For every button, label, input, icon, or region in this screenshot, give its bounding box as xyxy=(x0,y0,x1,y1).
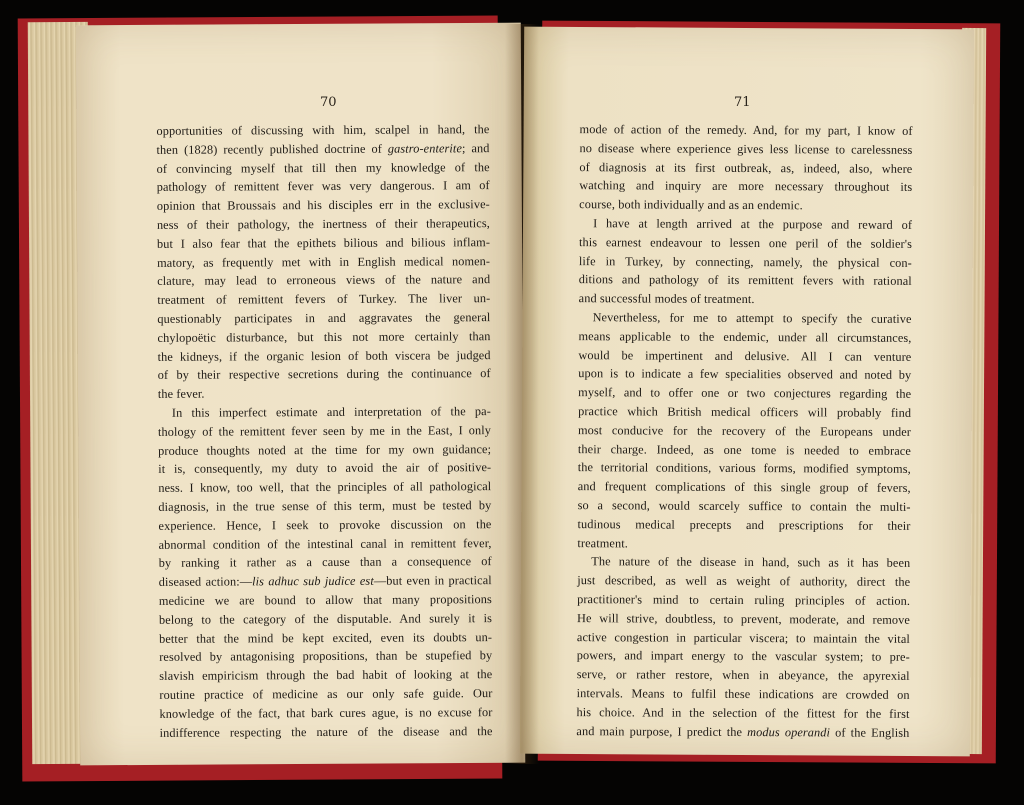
text-line: produce thoughts noted at the time for my own guidance; xyxy=(158,441,492,458)
text-line: myself, and to offer one or two conjectures regarding the xyxy=(578,385,912,402)
text-line: their charge. Indeed, as one tome is needed to embrace xyxy=(577,441,911,458)
text-line: chylopoëtic disturbance, but this not more certainly than xyxy=(157,328,491,345)
text-line: opinion that Broussais and his disciples err in the exclusive- xyxy=(156,197,490,214)
text-line: by ranking it rather as a cause than a consequence of xyxy=(158,554,492,571)
left-page-text xyxy=(156,120,492,742)
text-line: treatment. xyxy=(577,535,628,550)
left-page-number: 70 xyxy=(320,95,337,110)
text-line: abnormal condition of the intestinal canal in remittent fever, xyxy=(158,535,492,552)
text-line: Nevertheless, for me to attempt to specify the curative xyxy=(592,310,912,326)
text-line: it is, consequently, my duty to avoid the air of positive- xyxy=(158,460,492,477)
text-line: ditions and pathology of its remittent fevers with rational xyxy=(578,272,912,289)
text-line: belong to the category of the disputable. And surely it is xyxy=(158,610,493,627)
text-line: practice which British medical officers will probably find xyxy=(578,404,912,420)
text-line: diseased action:—lis adhuc sub judice est—but even in practical xyxy=(158,573,492,589)
text-line: knowledge of the fact, that bark cures ague, is no excuse for xyxy=(159,704,493,721)
text-line: practitioner's mind to certain ruling principles of action. xyxy=(577,592,911,608)
text-line: but I also fear that the epithets bilious and bilious inflam- xyxy=(156,234,491,251)
text-line: just described, as well as weight of authority, direct the xyxy=(577,573,911,589)
text-line: watching and inquiry are more necessary throughout its xyxy=(579,178,913,195)
right-page-number: 71 xyxy=(734,95,751,110)
text-line: most conducive for the recovery of the Europeans under xyxy=(577,422,912,439)
text-line: active congestion in particular viscera; to maintain the vital xyxy=(576,629,910,646)
text-line: so a second, would scarcely suffice to contain the multi- xyxy=(577,498,911,514)
text-line: In this imperfect estimate and interpretation of the pa- xyxy=(171,404,491,420)
text-line: diagnosis, in the true sense of this term, must be tested by xyxy=(158,498,492,514)
text-line: his choice. And in the selection of the fittest for the first xyxy=(576,704,910,721)
text-line: clature, may lead to erroneous views of the nature and xyxy=(157,272,491,289)
text-line: means applicable to the endemic, under all circumstances, xyxy=(578,328,912,345)
text-line: course, both individually and as an endemic. xyxy=(579,197,803,213)
text-line: routine practice of medicine as our only safe guide. Our xyxy=(159,686,493,702)
text-line: I have at length arrived at the purpose and reward of xyxy=(593,216,913,232)
text-line: pathology of remittent fever was very dangerous. I am of xyxy=(156,178,490,195)
text-line: then (1828) recently published doctrine of gastro-enterite; and xyxy=(156,140,490,157)
text-line: of diagnosis at its first outbreak, as, indeed, also, where xyxy=(579,159,913,176)
text-line: intervals. Means to fulfil these indications are crowded on xyxy=(576,686,910,702)
text-line: no disease where experience gives less license to carelessness xyxy=(579,140,913,157)
text-line: life in Turkey, by connecting, namely, the physical con- xyxy=(578,253,912,270)
text-line: the kidneys, if the organic lesion of both viscera be judged xyxy=(157,347,491,364)
text-line: and frequent complications of this single group of fevers, xyxy=(577,479,911,496)
right-page-text xyxy=(576,120,912,742)
text-line: and successful modes of treatment. xyxy=(578,291,755,307)
text-line: better that the mind be kept excited, even its doubts un- xyxy=(159,629,493,646)
text-line: slavish empiricism through the bad habit of looking at the xyxy=(159,667,493,683)
text-line: indifference respecting the nature of the disease and the xyxy=(159,723,493,740)
text-line: powers, and impart energy to the vascular system; to pre- xyxy=(576,648,910,665)
text-line: questionably participates in and aggravates the general xyxy=(157,310,491,326)
text-line: opportunities of discussing with him, scalpel in hand, the xyxy=(156,122,490,138)
text-line: ness. I know, too well, that the principles of all pathological xyxy=(158,479,492,496)
text-line: resolved by antagonising propositions, than be stupefied by xyxy=(159,648,493,665)
text-line: serve, or rather restore, when in abeyance, the apyrexial xyxy=(576,667,910,683)
text-line: this earnest endeavour to lessen one peril of the soldier's xyxy=(578,234,913,251)
text-line: matory, as frequently met with in English medical nomen- xyxy=(157,253,491,270)
text-line: experience. Hence, I seek to provoke discussion on the xyxy=(158,516,492,533)
text-line: of convincing myself that till then my knowledge of the xyxy=(156,159,490,176)
text-line: ness of their pathology, the inertness of their therapeutics, xyxy=(156,216,490,232)
text-line: thology of the remittent fever seen by me in the East, I only xyxy=(157,422,492,439)
text-line: of by their respective secretions during the continuance of xyxy=(157,366,491,383)
text-line: treatment of remittent fevers of Turkey. The liver un- xyxy=(157,291,491,308)
text-line: medicine we are bound to allow that many propositions xyxy=(158,592,492,608)
book-gutter xyxy=(505,24,539,764)
text-line: would be impertinent and delusive. All I can venture xyxy=(578,347,912,364)
text-line: the territorial conditions, various forms, modified symptoms, xyxy=(577,460,911,477)
text-line: He will strive, doubtless, to prevent, moderate, and remove xyxy=(576,610,911,627)
text-line: upon is to indicate a few specialities observed and noted by xyxy=(578,366,912,383)
text-line: the fever. xyxy=(157,386,205,402)
text-line: and main purpose, I predict the modus operandi of the English xyxy=(576,723,910,740)
text-line: The nature of the disease in hand, such as it has been xyxy=(591,554,911,571)
text-line: tudinous medical precepts and prescriptions for their xyxy=(577,516,911,533)
text-line: mode of action of the remedy. And, for my part, I know of xyxy=(579,122,913,138)
